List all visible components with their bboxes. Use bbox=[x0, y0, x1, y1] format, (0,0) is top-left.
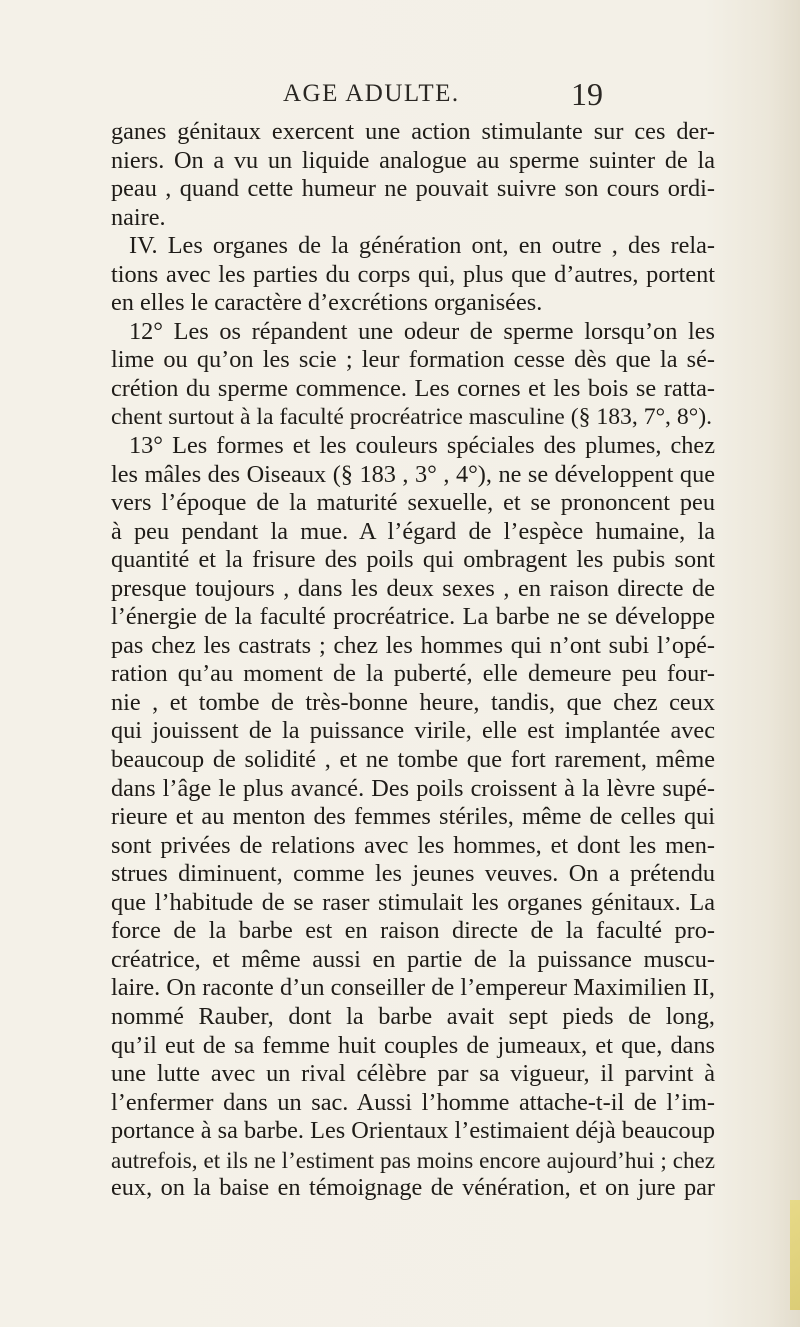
text-line: qui jouissent de la puissance virile, elle est implantée avec bbox=[111, 717, 715, 745]
text-line: en elles le caractère d’excrétions organisées. bbox=[111, 289, 543, 317]
text-line: une lutte avec un rival célèbre par sa vigueur, il parvint à bbox=[111, 1060, 715, 1088]
body-text bbox=[111, 118, 715, 1203]
text-line: ration qu’au moment de la puberté, elle demeure peu four- bbox=[111, 660, 715, 688]
text-line: à peu pendant la mue. A l’égard de l’espèce humaine, la bbox=[111, 517, 715, 545]
text-line: strues diminuent, comme les jeunes veuves. On a prétendu bbox=[111, 860, 715, 888]
page-number: 19 bbox=[571, 76, 603, 112]
text-line: quantité et la frisure des poils qui ombragent les pubis sont bbox=[111, 546, 715, 574]
text-line: chent surtout à la faculté procréatrice masculine (§ 183, 7°, 8°). bbox=[111, 404, 713, 431]
text-line: 12° Les os répandent une odeur de sperme lorsqu’on les bbox=[129, 317, 715, 345]
text-line: autrefois, et ils ne l’estiment pas moins encore aujourd’hui ; chez bbox=[111, 1146, 715, 1173]
text-line: eux, on la baise en témoignage de vénération, et on jure par bbox=[111, 1174, 715, 1202]
text-line: peau , quand cette humeur ne pouvait suivre son cours ordi- bbox=[111, 175, 715, 203]
text-line: presque toujours , dans les deux sexes , en raison directe de bbox=[111, 574, 715, 602]
text-line: ganes génitaux exercent une action stimulante sur ces der- bbox=[111, 118, 715, 145]
text-line: beaucoup de solidité , et ne tombe que fort rarement, même bbox=[111, 746, 715, 774]
text-line: niers. On a vu un liquide analogue au sperme suinter de la bbox=[111, 146, 715, 174]
text-line: dans l’âge le plus avancé. Des poils croissent à la lèvre supé- bbox=[111, 774, 715, 802]
running-title: AGE ADULTE. bbox=[283, 80, 460, 107]
text-line: vers l’époque de la maturité sexuelle, et se prononcent peu bbox=[111, 489, 715, 517]
text-line: tions avec les parties du corps qui, plus que d’autres, portent bbox=[111, 260, 715, 288]
text-line: l’énergie de la faculté procréatrice. La barbe ne se développe bbox=[111, 603, 715, 631]
text-line: sont privées de relations avec les hommes, et dont les men- bbox=[111, 831, 715, 859]
text-line: crétion du sperme commence. Les cornes et les bois se ratta- bbox=[111, 374, 715, 402]
text-line: nie , et tombe de très-bonne heure, tandis, que chez ceux bbox=[111, 688, 715, 716]
text-line: laire. On raconte d’un conseiller de l’empereur Maximilien II, bbox=[111, 974, 715, 1002]
text-line: IV. Les organes de la génération ont, en outre , des rela- bbox=[129, 232, 715, 260]
page-edge-tab bbox=[790, 1200, 800, 1310]
text-line: 13° Les formes et les couleurs spéciales des plumes, chez bbox=[129, 432, 715, 460]
text-line: portance à sa barbe. Les Orientaux l’estimaient déjà beaucoup bbox=[111, 1117, 715, 1145]
text-line: rieure et au menton des femmes stériles, même de celles qui bbox=[111, 803, 715, 831]
text-line: créatrice, et même aussi en partie de la puissance muscu- bbox=[111, 945, 715, 973]
text-line: les mâles des Oiseaux (§ 183 , 3° , 4°), ne se développent que bbox=[111, 460, 715, 488]
page-header bbox=[0, 76, 800, 116]
text-line: qu’il eut de sa femme huit couples de jumeaux, et que, dans bbox=[111, 1031, 715, 1059]
text-line: force de la barbe est en raison directe de la faculté pro- bbox=[111, 917, 715, 945]
text-line: l’enfermer dans un sac. Aussi l’homme attache-t-il de l’im- bbox=[111, 1088, 715, 1116]
text-line: pas chez les castrats ; chez les hommes qui n’ont subi l’opé- bbox=[111, 631, 715, 659]
text-line: naire. bbox=[111, 203, 166, 231]
text-line: que l’habitude de se raser stimulait les organes génitaux. La bbox=[111, 888, 715, 916]
text-line: lime ou qu’on les scie ; leur formation cesse dès que la sé- bbox=[111, 346, 715, 374]
text-line: nommé Rauber, dont la barbe avait sept pieds de long, bbox=[111, 1002, 715, 1030]
